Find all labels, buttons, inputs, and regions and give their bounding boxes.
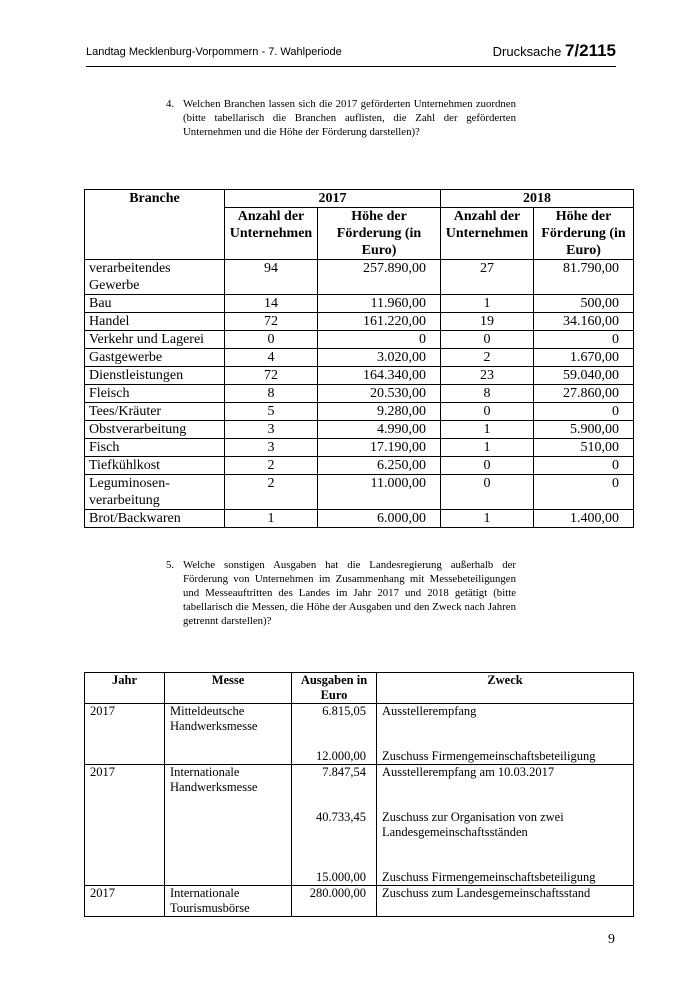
row-jahr: 2017 — [85, 886, 165, 917]
cell-count-2017: 72 — [225, 313, 318, 331]
cell-amount-2017: 6.000,00 — [318, 510, 441, 528]
question-5 — [166, 558, 516, 628]
column-header-ausgaben: Ausgaben in Euro — [292, 673, 377, 704]
cell-count-2017: 72 — [225, 367, 318, 385]
column-header-zweck: Zweck — [377, 673, 634, 704]
table-row — [85, 510, 634, 528]
table-row — [85, 313, 634, 331]
cell-count-2017: 2 — [225, 475, 318, 510]
table-row — [85, 886, 634, 917]
question-5-text: Welche sonstigen Ausgaben hat die Landesregierung außerhalb der Förderung von Unternehmen im Zusammenhang mit Messebeteiligungen und Messeauftritten des Landes im Jahr 2017 und 2018 getätigt (bitte tabellarisch die Messen, die Höhe der Ausgaben und den Zweck nach Jahren getrennt darstellen)? — [183, 559, 516, 627]
cell-amount-2018: 510,00 — [534, 439, 634, 457]
column-header-2017: 2017 — [225, 190, 441, 208]
column-header-jahr: Jahr — [85, 673, 165, 704]
drucksache-label: Drucksache — [492, 44, 562, 59]
cell-amount-2017: 20.530,00 — [318, 385, 441, 403]
cell-count-2018: 0 — [441, 457, 534, 475]
cell-amount-2017: 257.890,00 — [318, 260, 441, 295]
expense-amount: 15.000,00 — [316, 870, 366, 884]
table-row — [85, 385, 634, 403]
cell-branche: Tiefkühlkost — [85, 457, 225, 475]
cell-branche: Bau — [85, 295, 225, 313]
question-4-text: Welchen Branchen lassen sich die 2017 geförderten Unternehmen zuordnen (bitte tabellarisch die Branchen auflisten, die Zahl der geförderten Unternehmen und die Höhe der Förderung darstellen)? — [183, 98, 516, 138]
question-4-number: 4. — [166, 98, 175, 110]
expense-purpose: Zuschuss Firmengemeinschaftsbeteiligung — [382, 870, 596, 884]
cell-count-2018: 1 — [441, 510, 534, 528]
table-row — [85, 367, 634, 385]
cell-amount-2017: 11.000,00 — [318, 475, 441, 510]
cell-amount-2017: 3.020,00 — [318, 349, 441, 367]
row-ausgaben: 280.000,00 — [292, 886, 377, 917]
table-header-row — [85, 673, 634, 704]
cell-amount-2018: 5.900,00 — [534, 421, 634, 439]
row-ausgaben — [292, 704, 377, 765]
cell-amount-2017: 17.190,00 — [318, 439, 441, 457]
cell-amount-2018: 1.670,00 — [534, 349, 634, 367]
row-messe: Mitteldeutsche Handwerksmesse — [165, 704, 292, 765]
cell-amount-2018: 500,00 — [534, 295, 634, 313]
table-row — [85, 331, 634, 349]
cell-amount-2018: 59.040,00 — [534, 367, 634, 385]
header-drucksache — [493, 41, 616, 61]
expense-amount: 12.000,00 — [316, 749, 366, 763]
row-jahr: 2017 — [85, 704, 165, 765]
table-row — [85, 765, 634, 886]
cell-amount-2018: 1.400,00 — [534, 510, 634, 528]
cell-count-2017: 1 — [225, 510, 318, 528]
table-row — [85, 439, 634, 457]
subheader-count-2017: Anzahl der Unternehmen — [225, 208, 318, 260]
question-5-number: 5. — [166, 559, 175, 571]
subheader-amount-2017: Höhe der Förderung (in Euro) — [318, 208, 441, 260]
cell-branche: Fisch — [85, 439, 225, 457]
row-zweck: Zuschuss zum Landesgemeinschaftsstand — [377, 886, 634, 917]
cell-amount-2017: 164.340,00 — [318, 367, 441, 385]
cell-count-2017: 3 — [225, 439, 318, 457]
cell-count-2017: 4 — [225, 349, 318, 367]
cell-count-2018: 23 — [441, 367, 534, 385]
cell-amount-2017: 4.990,00 — [318, 421, 441, 439]
cell-amount-2017: 161.220,00 — [318, 313, 441, 331]
expense-purpose: Zuschuss zur Organisation von zwei Landesgemeinschaftsständen — [382, 810, 564, 839]
expense-amount: 7.847,54 — [322, 765, 366, 779]
expense-purpose: Ausstellerempfang — [382, 704, 477, 718]
header-divider — [86, 66, 616, 67]
cell-count-2017: 2 — [225, 457, 318, 475]
table-header-row — [85, 190, 634, 208]
cell-amount-2018: 0 — [534, 457, 634, 475]
row-messe: Internationale Tourismusbörse — [165, 886, 292, 917]
expense-purpose: Zuschuss Firmengemeinschaftsbeteiligung — [382, 749, 596, 763]
table-row — [85, 457, 634, 475]
expense-amount: 6.815,05 — [322, 704, 366, 718]
table-row — [85, 704, 634, 765]
cell-count-2017: 0 — [225, 331, 318, 349]
cell-amount-2018: 27.860,00 — [534, 385, 634, 403]
cell-branche: Handel — [85, 313, 225, 331]
industry-funding-table — [84, 189, 634, 528]
expense-purpose: Ausstellerempfang am 10.03.2017 — [382, 765, 555, 779]
row-ausgaben — [292, 765, 377, 886]
cell-amount-2018: 0 — [534, 403, 634, 421]
table-row — [85, 403, 634, 421]
cell-amount-2018: 0 — [534, 331, 634, 349]
cell-branche: Dienstleistungen — [85, 367, 225, 385]
cell-count-2017: 94 — [225, 260, 318, 295]
cell-branche: Gastgewerbe — [85, 349, 225, 367]
cell-count-2018: 27 — [441, 260, 534, 295]
cell-count-2018: 8 — [441, 385, 534, 403]
cell-branche: verarbeitendes Gewerbe — [85, 260, 225, 295]
cell-branche: Leguminosen-verarbeitung — [85, 475, 225, 510]
cell-count-2017: 8 — [225, 385, 318, 403]
cell-count-2018: 19 — [441, 313, 534, 331]
row-messe: Internationale Handwerksmesse — [165, 765, 292, 886]
table-row — [85, 295, 634, 313]
row-zweck — [377, 704, 634, 765]
cell-branche: Verkehr und Lagerei — [85, 331, 225, 349]
cell-count-2018: 0 — [441, 331, 534, 349]
cell-count-2018: 0 — [441, 403, 534, 421]
subheader-amount-2018: Höhe der Förderung (in Euro) — [534, 208, 634, 260]
page-number: 9 — [608, 932, 615, 947]
cell-count-2018: 1 — [441, 439, 534, 457]
table-row — [85, 475, 634, 510]
cell-branche: Tees/Kräuter — [85, 403, 225, 421]
column-header-messe: Messe — [165, 673, 292, 704]
row-jahr: 2017 — [85, 765, 165, 886]
subheader-count-2018: Anzahl der Unternehmen — [441, 208, 534, 260]
drucksache-number: 7/2115 — [564, 41, 616, 60]
cell-amount-2017: 11.960,00 — [318, 295, 441, 313]
cell-amount-2018: 81.790,00 — [534, 260, 634, 295]
cell-amount-2018: 34.160,00 — [534, 313, 634, 331]
cell-count-2018: 2 — [441, 349, 534, 367]
cell-branche: Brot/Backwaren — [85, 510, 225, 528]
table-row — [85, 260, 634, 295]
question-4 — [166, 97, 516, 139]
cell-count-2017: 14 — [225, 295, 318, 313]
table-row — [85, 349, 634, 367]
cell-amount-2018: 0 — [534, 475, 634, 510]
cell-branche: Obstverarbeitung — [85, 421, 225, 439]
table-row — [85, 421, 634, 439]
header-title: Landtag Mecklenburg-Vorpommern - 7. Wahlperiode — [86, 46, 342, 58]
cell-count-2018: 1 — [441, 421, 534, 439]
cell-count-2018: 0 — [441, 475, 534, 510]
trade-fair-expenses-table — [84, 672, 634, 917]
row-zweck — [377, 765, 634, 886]
expense-amount: 40.733,45 — [316, 810, 366, 824]
cell-amount-2017: 6.250,00 — [318, 457, 441, 475]
cell-count-2018: 1 — [441, 295, 534, 313]
cell-count-2017: 3 — [225, 421, 318, 439]
cell-amount-2017: 0 — [318, 331, 441, 349]
column-header-2018: 2018 — [441, 190, 634, 208]
cell-amount-2017: 9.280,00 — [318, 403, 441, 421]
column-header-branche: Branche — [85, 190, 225, 260]
cell-branche: Fleisch — [85, 385, 225, 403]
cell-count-2017: 5 — [225, 403, 318, 421]
